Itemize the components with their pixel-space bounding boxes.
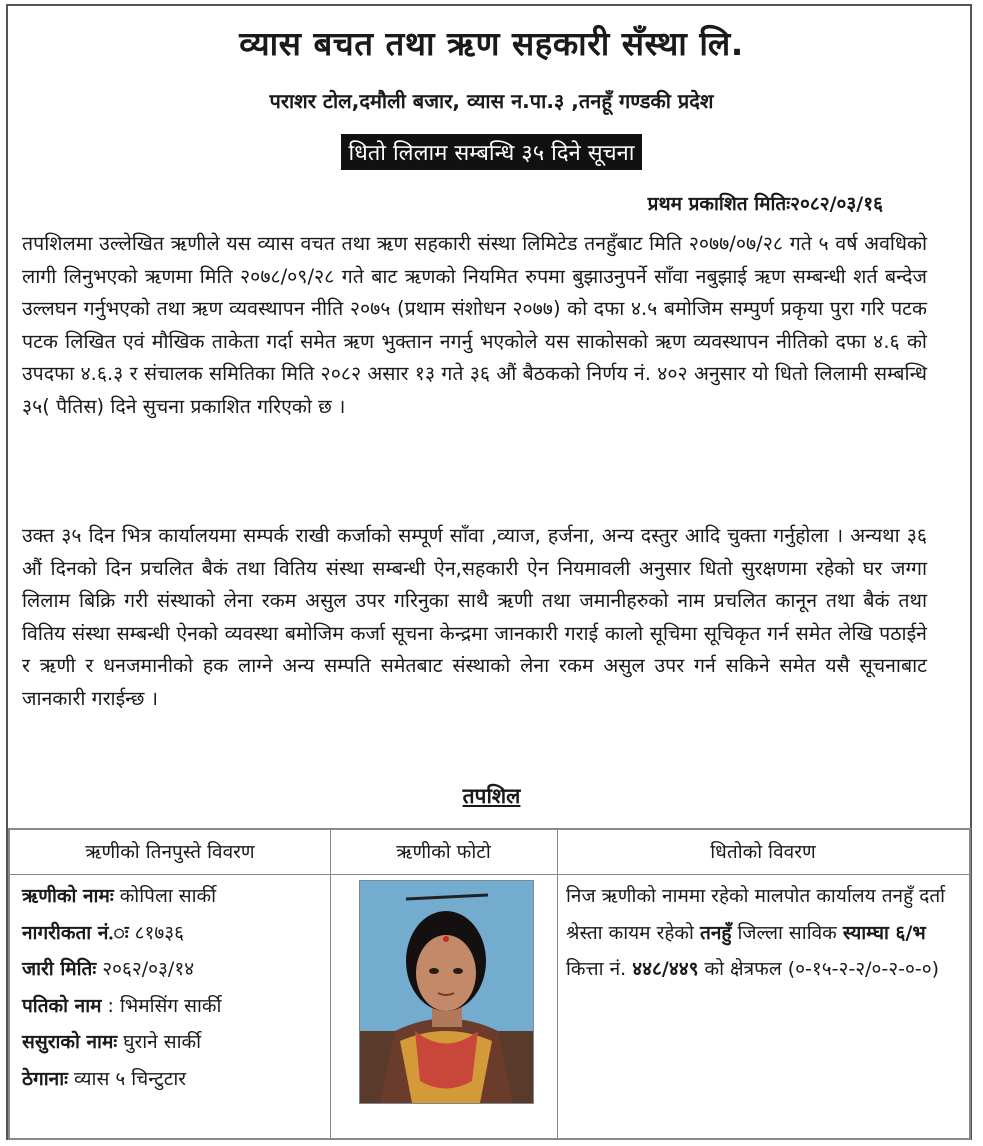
borrower-name-row xyxy=(22,878,221,915)
field-value: घुराने सार्की xyxy=(117,1031,202,1053)
collateral-area: (०-१५-२-२/०-२-०-०) xyxy=(787,958,940,980)
husband-name-row xyxy=(22,988,221,1025)
table-divider xyxy=(557,830,558,1138)
citizenship-row xyxy=(22,915,221,952)
field-label: जारी मितिः xyxy=(22,958,97,980)
collateral-details xyxy=(566,878,961,988)
notice-banner xyxy=(0,134,983,170)
details-heading: तपशिल xyxy=(462,784,521,808)
field-label: ऋणीको नामः xyxy=(22,885,114,907)
father-in-law-row xyxy=(22,1024,221,1061)
field-label: पतिको नाम xyxy=(22,994,102,1017)
table-header-divider xyxy=(10,874,969,875)
collateral-text: कित्ता नं. xyxy=(566,958,633,980)
address-row xyxy=(22,1061,221,1098)
field-value: कोपिला सार्की xyxy=(113,885,217,907)
publish-date: प्रथम प्रकाशित मितिः२०८२/०३/१६ xyxy=(647,193,883,215)
header-collateral-details: धितोको विवरण xyxy=(710,841,816,863)
issue-date-row xyxy=(22,951,221,988)
details-table xyxy=(8,828,971,1140)
portrait-illustration xyxy=(360,881,533,1103)
notice-paragraph-1: तपशिलमा उल्लेखित ऋणीले यस व्यास वचत तथा ऋण सहकारी संस्था लिमिटेड तनहुँबाट मिति २०७७/०७/२८ गते ५ वर्ष अवधिको लागी लिनुभएको ऋणमा मिति २०७८/०९/२८ गते बाट ऋणको नियमित रुपमा बुझाउनुपर्ने साँवा नबुझाई ऋण सम्बन्धी शर्त बन्देज उल्लघन गर्नुभएको तथा ऋण व्यवस्थापन नीति २०७५ (प्रथाम संशोधन २०७७) को दफा ४.५ बमोजिम सम्पुर्ण प्रकृया पुरा गरि पटक पटक लिखित एवं मौखिक ताकेता गर्दा समेत ऋण भुक्तान नगर्नु भएकोले यस साकोसको ऋण व्यवस्थापन नीतिको दफा ४.६ को उपदफा ४.६.३ र संचालक समितिका मिति २०८२ असार १३ गते ३६ औं बैठकको निर्णय नं. ४०२ अनुसार यो धितो लिलामी सम्बन्धि ३५( पैतिस) दिने सुचना प्रकाशित गरिएको छ । xyxy=(22,232,927,418)
notice-paragraph-2: उक्त ३५ दिन भित्र कार्यालयमा सम्पर्क राखी कर्जाको सम्पूर्ण साँवा ,व्याज, हर्जना, अन्य दस्तुर आदि चुक्ता गर्नुहोला । अन्यथा ३६ औं दिनको दिन प्रचलित बैकं तथा वितिय संस्था सम्बन्धी ऐन,सहकारी ऐन नियमावली अनुसार धितो सुरक्षणमा रहेको घर जग्गा लिलाम बिक्रि गरी संस्थाको लेना रकम असुल उपर गरिनुका साथै ऋणी तथा जमानीहरुको नाम प्रचलित कानून तथा बैकं तथा वितिय संस्था सम्बन्धी ऐनको व्यवस्था बमोजिम कर्जा सूचना केन्द्रमा जानकारी गराई कालो सूचिमा सूचिकृत गर्न समेत लेखि पठाईने र ऋणी र धनजमानीको हक लाग्ने अन्य सम्पति समेतबाट संस्थाको लेना रकम असुल उपर गर्न सकिने समेत यसै सूचनाबाट जानकारी गराईन्छ । xyxy=(22,524,927,710)
organization-title: व्यास बचत तथा ऋण सहकारी सँस्था लि. xyxy=(239,24,744,63)
collateral-text: निज ऋणीको नाममा रहेको मालपोत कार्यालय तनहुँ दर्ता श्रेस्ता कायम रहेको xyxy=(566,885,946,944)
table-divider xyxy=(330,830,331,1138)
field-value: २०६२/०३/१४ xyxy=(96,958,195,980)
field-value: ८१७३६ xyxy=(128,921,185,944)
field-value: व्यास ५ चिन्टुटार xyxy=(67,1067,187,1090)
field-label: नागरीकता नं.ः xyxy=(22,921,129,944)
field-label: ससुराको नामः xyxy=(22,1031,118,1053)
field-value: : भिमसिंग सार्की xyxy=(101,994,222,1017)
collateral-plot-numbers: ४४८/४४९ xyxy=(632,958,699,980)
collateral-district: तनहुँ xyxy=(699,921,732,944)
header-borrower-photo: ऋणीको फोटो xyxy=(396,841,491,863)
organization-address: पराशर टोल,दमौली बजार, व्यास न.पा.३ ,तनहूँ गण्डकी प्रदेश xyxy=(269,89,714,113)
collateral-ward: स्याम्घा ६/भ xyxy=(842,921,926,944)
field-label: ठेगानाः xyxy=(22,1067,68,1090)
header-borrower-details: ऋणीको तिनपुस्ते विवरण xyxy=(85,841,255,863)
notice-title: धितो लिलाम सम्बन्धि ३५ दिने सूचना xyxy=(341,134,643,170)
collateral-text: जिल्ला साविक xyxy=(731,921,843,944)
collateral-text: को क्षेत्रफल xyxy=(698,958,788,980)
borrower-photo xyxy=(359,880,534,1104)
borrower-details xyxy=(22,878,221,1097)
